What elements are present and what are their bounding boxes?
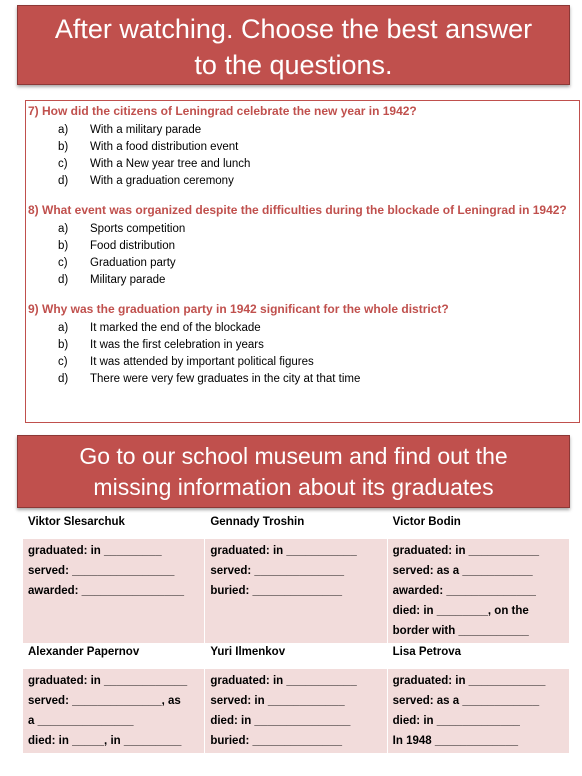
graduate-info[interactable] bbox=[387, 539, 569, 644]
info-line: awarded: ______________ bbox=[392, 585, 536, 597]
questions-box bbox=[25, 100, 580, 423]
graduate-name: Alexander Papernov bbox=[23, 644, 205, 669]
info-line: served: ______________, as bbox=[28, 695, 181, 707]
graduate-info[interactable] bbox=[205, 669, 387, 754]
option-b[interactable]: b) With a food distribution event bbox=[58, 141, 239, 153]
info-line: graduated: in ___________ bbox=[392, 545, 540, 557]
info-line: awarded: ________________ bbox=[28, 585, 185, 597]
info-line: served: as a ___________ bbox=[392, 565, 533, 577]
option-d[interactable]: d) Military parade bbox=[58, 274, 166, 286]
info-line: died: in _____, in _________ bbox=[28, 735, 182, 747]
graduate-info[interactable] bbox=[205, 539, 387, 644]
graduate-info[interactable] bbox=[23, 539, 205, 644]
info-line: served: as a ____________ bbox=[392, 695, 540, 707]
question-text: 7) How did the citizens of Leningrad celebrate the new year in 1942? bbox=[28, 104, 417, 118]
option-a[interactable]: a) With a military parade bbox=[58, 124, 202, 136]
option-c[interactable]: c) Graduation party bbox=[58, 257, 176, 269]
info-line: graduated: in _____________ bbox=[28, 675, 188, 687]
info-line: died: in _____________ bbox=[392, 715, 520, 727]
info-line: served: ______________ bbox=[210, 565, 344, 577]
question-8 bbox=[28, 203, 577, 289]
info-line: buried: ______________ bbox=[210, 585, 343, 597]
info-row bbox=[23, 669, 570, 754]
question-text: 9) Why was the graduation party in 1942 significant for the whole district? bbox=[28, 302, 449, 316]
museum-line-2: missing information about its graduates bbox=[93, 474, 494, 500]
option-c[interactable]: c) It was attended by important political figures bbox=[58, 356, 314, 368]
info-line: served: in ____________ bbox=[210, 695, 345, 707]
graduate-info[interactable] bbox=[23, 669, 205, 754]
museum-banner bbox=[17, 435, 570, 508]
option-b[interactable]: b) It was the first celebration in years bbox=[58, 339, 264, 351]
graduate-name: Gennady Troshin bbox=[205, 514, 387, 539]
option-a[interactable]: a) It marked the end of the blockade bbox=[58, 322, 261, 334]
info-line: a _______________ bbox=[28, 715, 134, 727]
graduate-info[interactable] bbox=[387, 669, 569, 754]
info-line: graduated: in ___________ bbox=[210, 545, 357, 557]
info-line: served: ________________ bbox=[28, 565, 175, 577]
graduate-name: Viktor Slesarchuk bbox=[23, 514, 205, 539]
option-d[interactable]: d) With a graduation ceremony bbox=[58, 175, 234, 187]
names-row bbox=[23, 644, 570, 669]
info-line: graduated: in ___________ bbox=[210, 675, 357, 687]
option-c[interactable]: c) With a New year tree and lunch bbox=[58, 158, 251, 170]
header-banner bbox=[17, 5, 570, 85]
graduate-name: Yuri Ilmenkov bbox=[205, 644, 387, 669]
info-line: In 1948 _____________ bbox=[392, 735, 518, 747]
option-b[interactable]: b) Food distribution bbox=[58, 240, 176, 252]
option-a[interactable]: a) Sports competition bbox=[58, 223, 186, 235]
info-line: died: in ________, on the bbox=[392, 605, 529, 617]
info-line: graduated: in _________ bbox=[28, 545, 162, 557]
names-row bbox=[23, 514, 570, 539]
graduates-table bbox=[22, 513, 570, 754]
info-line: buried: ______________ bbox=[210, 735, 343, 747]
info-row bbox=[23, 539, 570, 644]
option-d[interactable]: d) There were very few graduates in the city at that time bbox=[58, 373, 361, 385]
info-line: border with ___________ bbox=[392, 625, 529, 637]
graduate-name: Victor Bodin bbox=[387, 514, 569, 539]
info-line: graduated: in ____________ bbox=[392, 675, 546, 687]
info-line: died: in _______________ bbox=[210, 715, 351, 727]
graduate-name: Lisa Petrova bbox=[387, 644, 569, 669]
question-7 bbox=[28, 104, 577, 190]
question-text: 8) What event was organized despite the difficulties during the blockade of Leningrad in 1942? bbox=[28, 203, 567, 217]
header-line-1: After watching. Choose the best answer bbox=[54, 14, 533, 44]
question-9 bbox=[28, 302, 577, 388]
header-line-2: to the questions. bbox=[194, 50, 393, 80]
museum-line-1: Go to our school museum and find out the bbox=[79, 443, 508, 469]
